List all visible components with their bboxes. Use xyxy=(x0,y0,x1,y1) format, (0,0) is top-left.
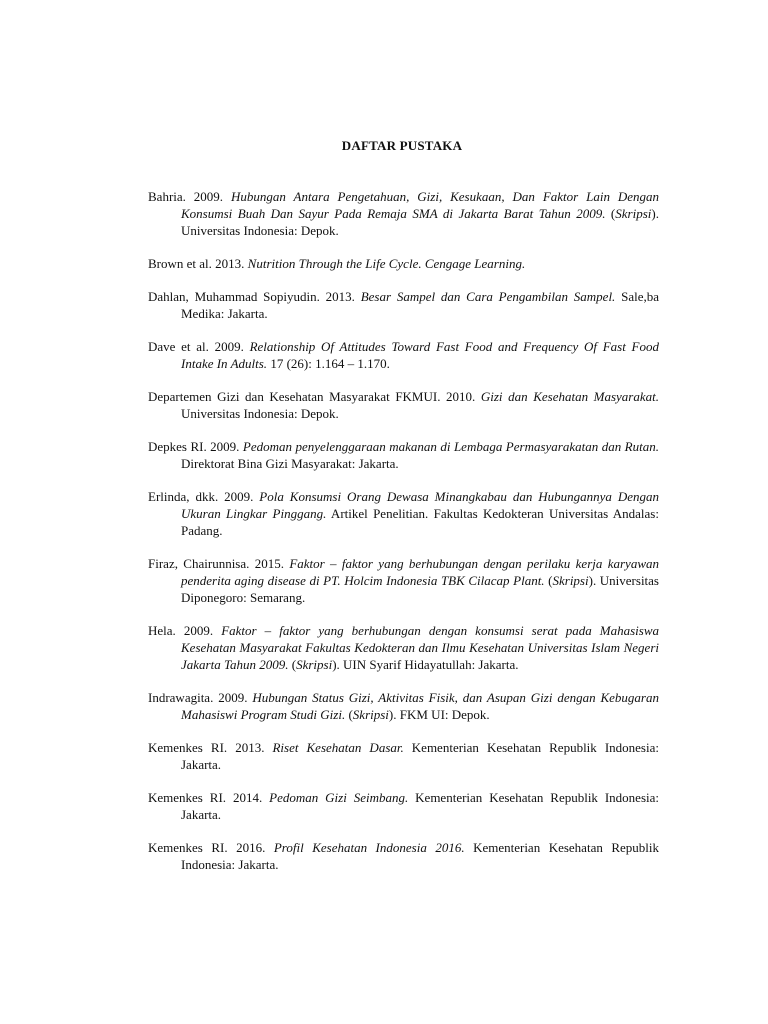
reference-entry xyxy=(148,188,659,239)
reference-list xyxy=(148,188,659,889)
reference-type: Skripsi xyxy=(296,657,333,672)
reference-publisher: ). Universitas Indonesia: Depok. xyxy=(181,206,659,238)
reference-entry xyxy=(148,338,659,372)
reference-entry xyxy=(148,388,659,422)
reference-entry xyxy=(148,255,659,272)
reference-publisher: ). FKM UI: Depok. xyxy=(388,707,490,722)
reference-title: Hubungan Status Gizi, Aktivitas Fisik, dan Asupan Gizi dengan Kebugaran Mahasiswi Program Studi Gizi. xyxy=(181,690,659,722)
reference-entry xyxy=(148,739,659,773)
reference-entry xyxy=(148,622,659,673)
reference-entry xyxy=(148,555,659,606)
reference-entry xyxy=(148,789,659,823)
reference-title: Riset Kesehatan Dasar. xyxy=(272,740,404,755)
reference-publisher: 17 (26): 1.164 – 1.170. xyxy=(267,356,390,371)
reference-title: Nutrition Through the Life Cycle. Cengage Learning. xyxy=(247,256,526,271)
reference-separator: ( xyxy=(544,573,553,588)
reference-author-year: Kemenkes RI. 2016. xyxy=(148,840,274,855)
reference-author-year: Bahria. 2009. xyxy=(148,189,231,204)
reference-title: Relationship Of Attitudes Toward Fast Food and Frequency Of Fast Food Intake In Adults. xyxy=(181,339,660,371)
page-title: DAFTAR PUSTAKA xyxy=(341,138,463,153)
reference-title: Pedoman penyelenggaraan makanan di Lembaga Permasyarakatan dan Rutan. xyxy=(242,439,659,454)
reference-title: Faktor – faktor yang berhubungan dengan perilaku kerja karyawan penderita aging disease di PT. Holcim Indonesia TBK Cilacap Plant. xyxy=(181,556,659,588)
reference-author-year: Departemen Gizi dan Kesehatan Masyarakat FKMUI. 2010. xyxy=(148,389,481,404)
reference-author-year: Brown et al. 2013. xyxy=(148,256,248,271)
reference-type: Skripsi xyxy=(352,707,389,722)
reference-entry xyxy=(148,839,659,873)
reference-entry xyxy=(148,438,659,472)
reference-publisher: ). Universitas Diponegoro: Semarang. xyxy=(181,573,659,605)
reference-title: Gizi dan Kesehatan Masyarakat. xyxy=(480,389,659,404)
reference-publisher: Sale,ba Medika: Jakarta. xyxy=(181,289,659,321)
reference-entry xyxy=(148,488,659,539)
reference-publisher: Artikel Penelitian. Fakultas Kedokteran Universitas Andalas: Padang. xyxy=(181,506,659,538)
reference-entry xyxy=(148,689,659,723)
reference-author-year: Indrawagita. 2009. xyxy=(148,690,253,705)
reference-type: Skripsi xyxy=(552,573,589,588)
reference-title: Besar Sampel dan Cara Pengambilan Sampel. xyxy=(360,289,616,304)
reference-author-year: Firaz, Chairunnisa. 2015. xyxy=(148,556,290,571)
reference-publisher: Direktorat Bina Gizi Masyarakat: Jakarta. xyxy=(181,456,399,471)
reference-author-year: Depkes RI. 2009. xyxy=(148,439,243,454)
reference-type: Skripsi xyxy=(615,206,652,221)
reference-publisher: Kementerian Kesehatan Republik Indonesia: Jakarta. xyxy=(181,840,659,872)
reference-separator: ( xyxy=(288,657,297,672)
reference-title: Hubungan Antara Pengetahuan, Gizi, Kesukaan, Dan Faktor Lain Dengan Konsumsi Buah Dan Sayur Pada Remaja SMA di Jakarta Barat Tahun 2009. xyxy=(181,189,660,221)
reference-publisher: Universitas Indonesia: Depok. xyxy=(181,406,339,421)
reference-entry xyxy=(148,288,659,322)
reference-publisher: Kementerian Kesehatan Republik Indonesia: Jakarta. xyxy=(181,790,659,822)
reference-title: Profil Kesehatan Indonesia 2016. xyxy=(273,840,465,855)
reference-author-year: Dahlan, Muhammad Sopiyudin. 2013. xyxy=(148,289,361,304)
reference-separator: ( xyxy=(345,707,353,722)
reference-title: Pedoman Gizi Seimbang. xyxy=(269,790,409,805)
reference-author-year: Dave et al. 2009. xyxy=(148,339,250,354)
reference-author-year: Kemenkes RI. 2013. xyxy=(148,740,273,755)
reference-publisher: ). UIN Syarif Hidayatullah: Jakarta. xyxy=(332,657,519,672)
reference-author-year: Erlinda, dkk. 2009. xyxy=(148,489,260,504)
reference-author-year: Kemenkes RI. 2014. xyxy=(148,790,270,805)
reference-publisher: Kementerian Kesehatan Republik Indonesia: Jakarta. xyxy=(181,740,659,772)
reference-separator: ( xyxy=(605,206,616,221)
reference-title: Pola Konsumsi Orang Dewasa Minangkabau dan Hubungannya Dengan Ukuran Lingkar Pinggang. xyxy=(181,489,659,521)
reference-title: Faktor – faktor yang berhubungan dengan konsumsi serat pada Mahasiswa Kesehatan Masyarakat Fakultas Kedokteran dan Ilmu Kesehatan Universitas Islam Negeri Jakarta Tahun 2009. xyxy=(181,623,660,672)
reference-author-year: Hela. 2009. xyxy=(148,623,222,638)
